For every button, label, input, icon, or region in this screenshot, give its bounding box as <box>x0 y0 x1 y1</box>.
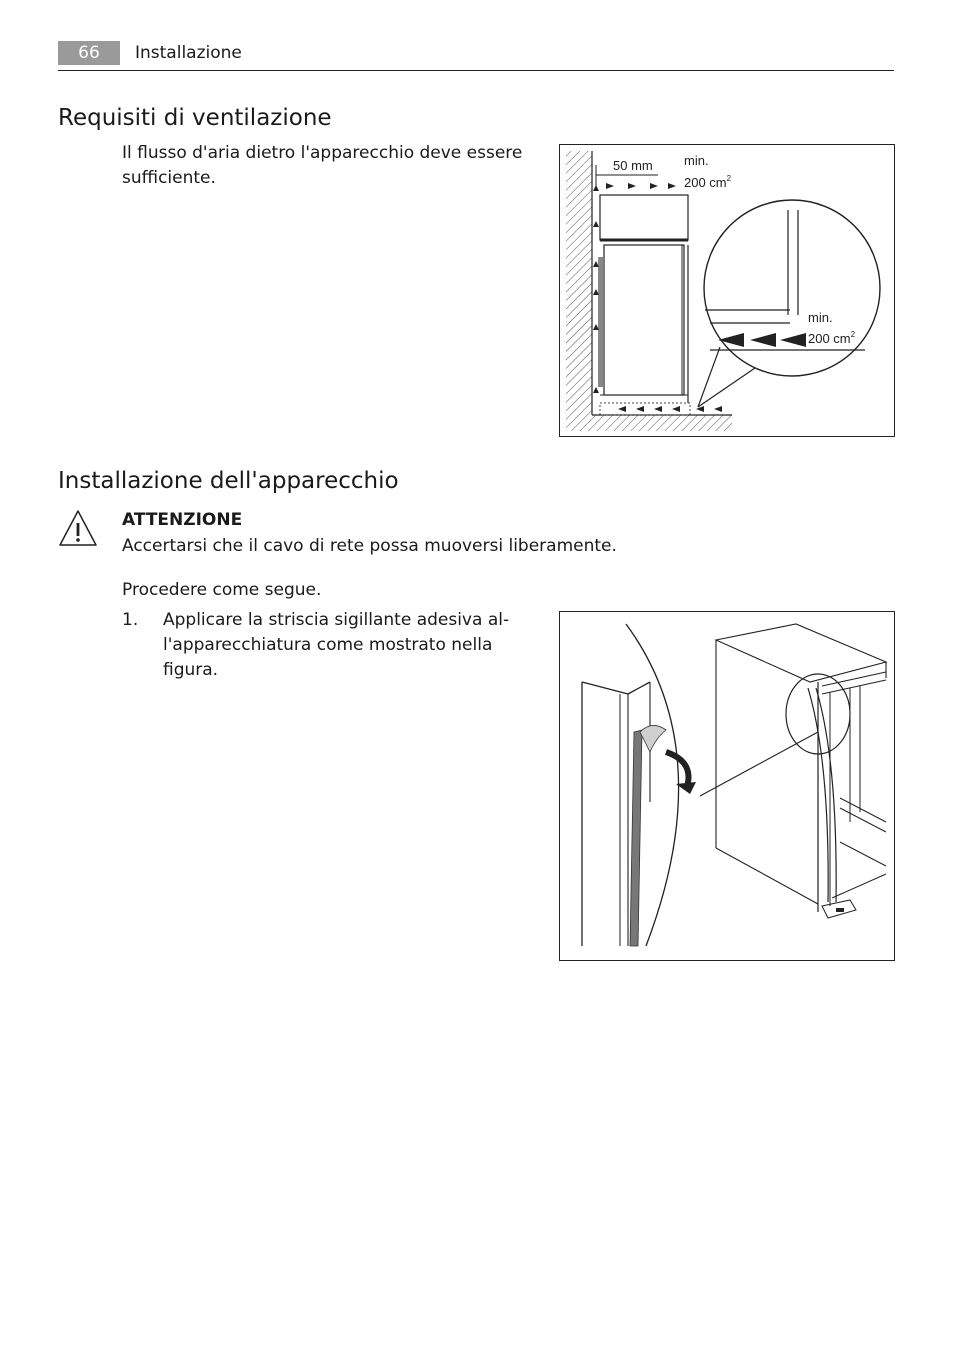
dim-50mm-label: 50 mm <box>613 158 653 173</box>
bottom-min-label: min. <box>808 310 833 325</box>
ventilation-body <box>122 141 542 191</box>
page-number: 66 <box>58 41 120 65</box>
step-text-line: Applicare la striscia sigillante adesiva al- <box>163 610 510 630</box>
warning-text: Accertarsi che il cavo di rete possa muoversi liberamente. <box>122 536 617 556</box>
floor-hatch <box>592 415 732 431</box>
ventilation-heading: Requisiti di ventilazione <box>58 105 332 131</box>
seal-strip-figure <box>559 611 895 961</box>
cabinet-top <box>600 195 688 240</box>
airflow-arrows-bottom <box>618 406 722 412</box>
step-number: 1. <box>122 610 139 630</box>
warning-icon <box>58 508 98 548</box>
ventilation-body-line: sufficiente. <box>122 168 216 188</box>
wall-hatch <box>566 151 592 431</box>
step-text-line: figura. <box>163 660 219 680</box>
bottom-area-label: 200 $cm^2$ <box>808 330 856 346</box>
strip-peel <box>640 725 666 752</box>
ventilation-body-line: Il flusso d'aria dietro l'apparecchio deve essere <box>122 143 523 163</box>
appliance-body <box>604 245 684 395</box>
top-area-label: 200 $cm^2$ <box>684 174 732 190</box>
ventilation-figure <box>559 144 895 437</box>
airflow-arrows-top <box>606 183 676 189</box>
step-text-line: l'apparecchiatura come mostrato nella <box>163 635 493 655</box>
procedure-intro: Procedere come segue. <box>122 580 322 600</box>
cabinet-outline <box>716 624 886 682</box>
header-divider <box>58 70 894 71</box>
top-min-label: min. <box>684 153 709 168</box>
back-grille <box>598 257 603 387</box>
sealing-strip <box>630 730 642 946</box>
warning-title: ATTENZIONE <box>122 510 243 530</box>
step-text <box>163 608 523 683</box>
section-label: Installazione <box>135 43 242 63</box>
installation-heading: Installazione dell'apparecchio <box>58 468 399 494</box>
